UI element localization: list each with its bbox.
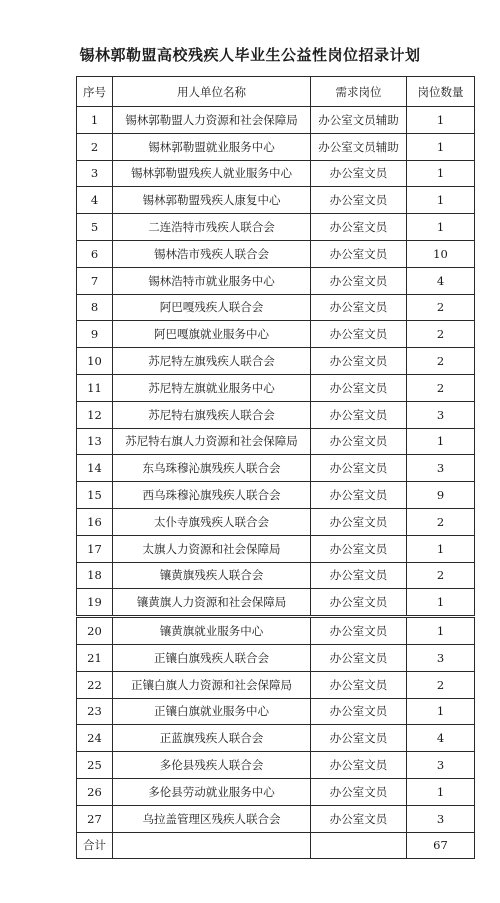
table-row [77, 374, 475, 401]
cell-employer-name: 正镶白旗残疾人联合会 [113, 644, 311, 671]
table-row [77, 240, 475, 267]
table-row [77, 589, 475, 617]
cell-employer-name: 阿巴嘎残疾人联合会 [113, 294, 311, 321]
cell-employer-name: 镶黄旗残疾人联合会 [113, 562, 311, 589]
cell-employer-name: 锡林郭勒盟残疾人就业服务中心 [113, 160, 311, 187]
cell-serial-number: 17 [77, 535, 113, 562]
cell-employer-name: 太仆寺旗残疾人联合会 [113, 508, 311, 535]
cell-serial-number: 24 [77, 725, 113, 752]
cell-employer-name: 苏尼特右旗人力资源和社会保障局 [113, 428, 311, 455]
cell-employer-name: 锡林郭勒盟残疾人康复中心 [113, 187, 311, 214]
cell-serial-number: 7 [77, 267, 113, 294]
cell-serial-number: 5 [77, 214, 113, 241]
cell-post-count: 3 [407, 752, 475, 779]
cell-required-post: 办公室文员 [311, 535, 407, 562]
cell-post-count: 3 [407, 455, 475, 482]
cell-post-count: 1 [407, 160, 475, 187]
cell-serial-number: 2 [77, 133, 113, 160]
cell-required-post: 办公室文员 [311, 187, 407, 214]
cell-employer-name: 镶黄旗人力资源和社会保障局 [113, 589, 311, 617]
cell-required-post: 办公室文员 [311, 374, 407, 401]
cell-post-count: 1 [407, 187, 475, 214]
cell-required-post: 办公室文员 [311, 644, 407, 671]
cell-post-count: 4 [407, 267, 475, 294]
cell-post-count: 2 [407, 508, 475, 535]
table-row [77, 698, 475, 725]
cell-required-post: 办公室文员 [311, 617, 407, 645]
cell-post-count: 1 [407, 589, 475, 617]
cell-employer-name: 锡林浩市残疾人联合会 [113, 240, 311, 267]
table-row [77, 535, 475, 562]
cell-employer-name: 乌拉盖管理区残疾人联合会 [113, 805, 311, 832]
cell-post-count: 4 [407, 725, 475, 752]
table-row [77, 348, 475, 375]
cell-required-post: 办公室文员辅助 [311, 107, 407, 134]
header-serial-number: 序号 [77, 77, 113, 107]
cell-required-post: 办公室文员 [311, 562, 407, 589]
cell-serial-number: 13 [77, 428, 113, 455]
cell-required-post: 办公室文员 [311, 267, 407, 294]
table-row [77, 428, 475, 455]
cell-serial-number: 20 [77, 617, 113, 645]
cell-serial-number: 25 [77, 752, 113, 779]
cell-post-count: 3 [407, 644, 475, 671]
cell-required-post: 办公室文员 [311, 455, 407, 482]
cell-post-count: 2 [407, 321, 475, 348]
cell-required-post: 办公室文员 [311, 294, 407, 321]
cell-employer-name: 苏尼特右旗残疾人联合会 [113, 401, 311, 428]
cell-employer-name: 锡林郭勒盟人力资源和社会保障局 [113, 107, 311, 134]
cell-serial-number: 19 [77, 589, 113, 617]
cell-employer-name: 多伦县劳动就业服务中心 [113, 778, 311, 805]
cell-employer-name: 苏尼特左旗就业服务中心 [113, 374, 311, 401]
cell-serial-number: 11 [77, 374, 113, 401]
cell-required-post: 办公室文员 [311, 805, 407, 832]
cell-post-count: 2 [407, 562, 475, 589]
cell-serial-number: 16 [77, 508, 113, 535]
table-row [77, 671, 475, 698]
total-empty-post [311, 832, 407, 859]
table-row [77, 752, 475, 779]
cell-serial-number: 9 [77, 321, 113, 348]
table-row [77, 294, 475, 321]
table-row [77, 160, 475, 187]
cell-serial-number: 18 [77, 562, 113, 589]
cell-serial-number: 23 [77, 698, 113, 725]
cell-post-count: 2 [407, 294, 475, 321]
cell-serial-number: 3 [77, 160, 113, 187]
cell-employer-name: 正蓝旗残疾人联合会 [113, 725, 311, 752]
cell-serial-number: 4 [77, 187, 113, 214]
cell-serial-number: 1 [77, 107, 113, 134]
table-row [77, 321, 475, 348]
cell-required-post: 办公室文员 [311, 214, 407, 241]
cell-required-post: 办公室文员 [311, 321, 407, 348]
cell-required-post: 办公室文员 [311, 725, 407, 752]
cell-serial-number: 27 [77, 805, 113, 832]
cell-required-post: 办公室文员 [311, 401, 407, 428]
cell-employer-name: 锡林郭勒盟就业服务中心 [113, 133, 311, 160]
header-post-count: 岗位数量 [407, 77, 475, 107]
cell-required-post: 办公室文员 [311, 698, 407, 725]
cell-serial-number: 12 [77, 401, 113, 428]
table-row [77, 455, 475, 482]
cell-employer-name: 正镶白旗就业服务中心 [113, 698, 311, 725]
table-row [77, 401, 475, 428]
cell-post-count: 1 [407, 778, 475, 805]
header-required-post: 需求岗位 [311, 77, 407, 107]
cell-post-count: 1 [407, 698, 475, 725]
table-header-row [77, 77, 475, 107]
table-row [77, 107, 475, 134]
table-row [77, 562, 475, 589]
cell-post-count: 2 [407, 671, 475, 698]
table-row [77, 267, 475, 294]
cell-serial-number: 8 [77, 294, 113, 321]
cell-employer-name: 阿巴嘎旗就业服务中心 [113, 321, 311, 348]
total-label: 合计 [77, 832, 113, 859]
table-row [77, 725, 475, 752]
table-row [77, 214, 475, 241]
cell-required-post: 办公室文员 [311, 671, 407, 698]
cell-post-count: 3 [407, 805, 475, 832]
cell-serial-number: 10 [77, 348, 113, 375]
cell-post-count: 9 [407, 482, 475, 509]
total-count: 67 [407, 832, 475, 859]
cell-employer-name: 镶黄旗就业服务中心 [113, 617, 311, 645]
cell-employer-name: 锡林浩特市就业服务中心 [113, 267, 311, 294]
cell-required-post: 办公室文员 [311, 508, 407, 535]
cell-employer-name: 苏尼特左旗残疾人联合会 [113, 348, 311, 375]
total-empty-unit [113, 832, 311, 859]
cell-required-post: 办公室文员 [311, 160, 407, 187]
cell-required-post: 办公室文员 [311, 428, 407, 455]
cell-employer-name: 二连浩特市残疾人联合会 [113, 214, 311, 241]
cell-serial-number: 15 [77, 482, 113, 509]
table-row [77, 644, 475, 671]
cell-employer-name: 东乌珠穆沁旗残疾人联合会 [113, 455, 311, 482]
cell-serial-number: 26 [77, 778, 113, 805]
table-row [77, 778, 475, 805]
cell-required-post: 办公室文员 [311, 752, 407, 779]
cell-serial-number: 21 [77, 644, 113, 671]
document-title: 锡林郭勒盟高校残疾人毕业生公益性岗位招录计划 [79, 46, 421, 64]
cell-serial-number: 6 [77, 240, 113, 267]
table-row [77, 508, 475, 535]
cell-employer-name: 太旗人力资源和社会保障局 [113, 535, 311, 562]
cell-post-count: 1 [407, 133, 475, 160]
cell-post-count: 1 [407, 535, 475, 562]
cell-post-count: 1 [407, 107, 475, 134]
cell-post-count: 10 [407, 240, 475, 267]
table-row [77, 187, 475, 214]
cell-required-post: 办公室文员 [311, 482, 407, 509]
cell-employer-name: 西乌珠穆沁旗残疾人联合会 [113, 482, 311, 509]
recruitment-plan-table [76, 76, 475, 859]
table-row [77, 133, 475, 160]
cell-employer-name: 多伦县残疾人联合会 [113, 752, 311, 779]
cell-post-count: 1 [407, 617, 475, 645]
cell-required-post: 办公室文员 [311, 240, 407, 267]
table-row [77, 482, 475, 509]
header-employer-name: 用人单位名称 [113, 77, 311, 107]
table-row [77, 805, 475, 832]
table-body [77, 107, 475, 833]
cell-employer-name: 正镶白旗人力资源和社会保障局 [113, 671, 311, 698]
cell-required-post: 办公室文员 [311, 348, 407, 375]
cell-required-post: 办公室文员 [311, 778, 407, 805]
total-row [77, 832, 475, 859]
cell-required-post: 办公室文员 [311, 589, 407, 617]
cell-serial-number: 22 [77, 671, 113, 698]
cell-post-count: 2 [407, 348, 475, 375]
cell-post-count: 1 [407, 428, 475, 455]
cell-required-post: 办公室文员辅助 [311, 133, 407, 160]
cell-post-count: 1 [407, 214, 475, 241]
cell-post-count: 2 [407, 374, 475, 401]
cell-serial-number: 14 [77, 455, 113, 482]
cell-post-count: 3 [407, 401, 475, 428]
table-row [77, 617, 475, 645]
